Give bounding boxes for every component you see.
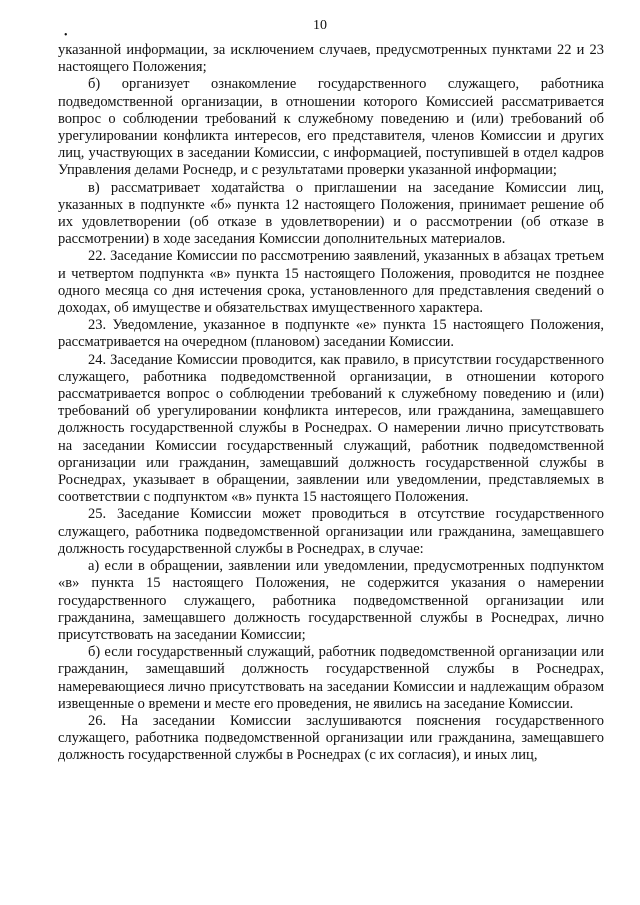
paragraph-22: 22. Заседание Комиссии по рассмотрению заявлений, указанных в абзацах третьем и четвертом подпункта «в» пункта 15 настоящего Положения, проводится не позднее одного месяца со дня истечения срока, установленного для представления сведений о доходах, об имуществе и обязательствах имущественного характера. — [58, 248, 604, 317]
scan-mark: • — [64, 30, 68, 41]
paragraph-25a: а) если в обращении, заявлении или уведомлении, предусмотренных подпунктом «в» пункта 15 настоящего Положения, не содержится указания о намерении государственного служащего, работника подведомственной организации или гражданина, замещавшего должность государственной службы в Роснедрах, лично присутствовать на заседании Комиссии; — [58, 558, 604, 643]
paragraph-23: 23. Уведомление, указанное в подпункте «е» пункта 15 настоящего Положения, рассматривается на очередном (плановом) заседании Комиссии. — [58, 317, 604, 351]
page-number: 10 — [313, 18, 327, 33]
document-body — [58, 42, 604, 765]
paragraph-21b: б) организует ознакомление государственного служащего, работника подведомственной организации, в отношении которого Комиссией рассматривается вопрос о соблюдении требований к служебному поведению и (или) требований об урегулировании конфликта интересов, его представителя, членов Комиссии и других лиц, участвующих в заседании Комиссии, с информацией, поступившей в отдел кадров Управления делами Роснедр, и с результатами проверки указанной информации; — [58, 76, 604, 179]
paragraph-continuation: указанной информации, за исключением случаев, предусмотренных пунктами 22 и 23 настоящего Положения; — [58, 42, 604, 76]
paragraph-25: 25. Заседание Комиссии может проводиться в отсутствие государственного служащего, работника подведомственной организации или гражданина, замещавшего должность государственной службы в Роснедрах, в случае: — [58, 506, 604, 557]
paragraph-21v: в) рассматривает ходатайства о приглашении на заседание Комиссии лиц, указанных в подпункте «б» пункта 12 настоящего Положения, принимает решение об их удовлетворении (об отказе в удовлетворении) и о рассмотрении (об отказе в рассмотрении) в ходе заседания Комиссии дополнительных материалов. — [58, 179, 604, 248]
paragraph-24: 24. Заседание Комиссии проводится, как правило, в присутствии государственного служащего, работника подведомственной организации, в отношении которого рассматривается вопрос о соблюдении требований к служебному поведению и (или) требований об урегулировании конфликта интересов, или гражданина, замещавшего должность государственной службы в Роснедрах. О намерении лично присутствовать на заседании Комиссии государственный служащий, работник подведомственной организации или гражданин, замещавший должность государственной службы в Роснедрах, указывает в обращении, заявлении или уведомлении, представляемых в соответствии с подпунктом «в» пункта 15 настоящего Положения. — [58, 351, 604, 506]
paragraph-25b: б) если государственный служащий, работник подведомственной организации или гражданин, замещавший должность государственной службы в Роснедрах, намеревающиеся лично присутствовать на заседании Комиссии и надлежащим образом извещенные о времени и месте его проведения, не явились на заседание Комиссии. — [58, 644, 604, 712]
paragraph-26: 26. На заседании Комиссии заслушиваются пояснения государственного служащего, работника подведомственной организации или гражданина, замещавшего должность государственной службы в Роснедрах (с их согласия), и иных лиц, — [58, 712, 604, 764]
